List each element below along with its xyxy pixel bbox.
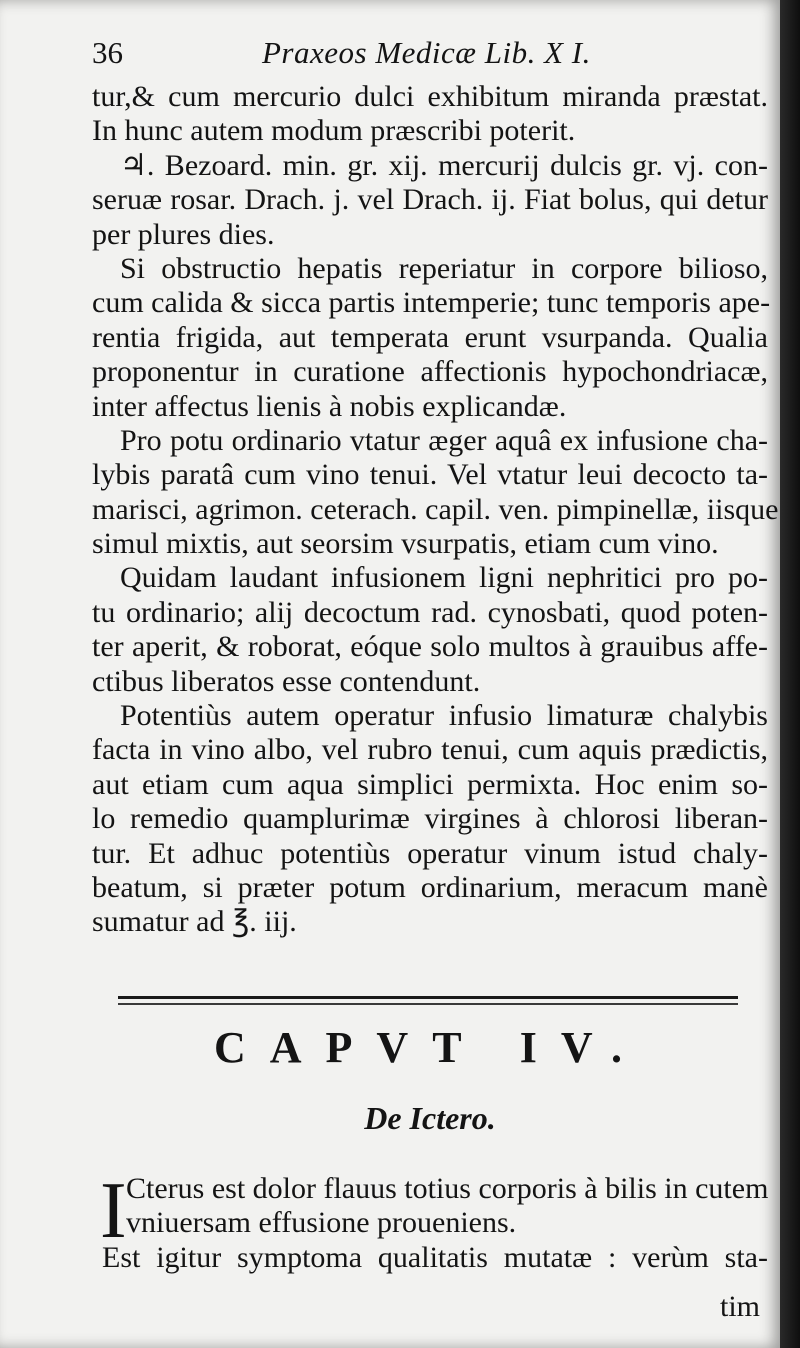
text-line: simul mixtis, aut seorsim vsurpatis, etiam cum vino. [92,527,719,561]
drop-cap: I [100,1167,127,1255]
text-line: beatum, si præter potum ordinarium, meracum manè [92,870,768,904]
chapter-subtitle: De Ictero. [364,1100,496,1136]
text-line: Quidam laudant infusionem ligni nephritici pro po- [120,561,768,595]
divider-rule [118,1003,738,1005]
text-line: ter aperit, & roborat, eóque solo multos à grauibus affe- [92,630,768,664]
text-line: Cterus est dolor flauus totius corporis à bilis in cutem [126,1172,769,1205]
page-number: 36 [92,35,123,70]
text-line: In hunc autem modum præscribi poterit. [92,114,576,148]
divider-rule [118,996,738,999]
section-divider [118,996,738,1010]
text-line: facta in vino albo, vel rubro tenui, cum aquis prædictis, [92,733,768,767]
text-line: tur. Et adhuc potentiùs operatur vinum istud chaly- [92,836,768,870]
text-line: aut etiam cum aqua simplici permixta. Hoc enim so- [92,767,768,801]
text-line: vniuersam effusione proueniens. [126,1206,517,1240]
text-line: marisci, agrimon. ceterach. capil. ven. pimpinellæ, iisque [92,492,779,526]
chapter-text-block [100,1167,769,1275]
page-edge [780,0,800,1348]
text-line: lybis paratâ cum vino tenui. Vel vtatur leui decocto ta- [92,458,768,492]
text-line: inter affectus lienis à nobis explicandæ. [92,389,567,423]
text-line: tu ordinario; alij decoctum rad. cynosbati, quod poten- [92,595,768,629]
text-line: Si obstructio hepatis reperiatur in corpore bilioso, [120,251,768,285]
text-line: tur,& cum mercurio dulci exhibitum miranda præstat. [92,80,768,113]
text-line: Potentiùs autem operatur infusio limaturæ chalybis [120,699,768,733]
page-text-block [92,35,779,940]
text-line: rentia frigida, aut temperata erunt vsurpanda. Qualia [92,320,768,354]
text-line: proponentur in curatione affectionis hypochondriacæ, [92,355,768,389]
text-line: Pro potu ordinario vtatur æger aquâ ex infusione cha- [120,423,768,457]
text-line: Est igitur symptoma qualitatis mutatæ : verùm sta- [102,1240,768,1274]
catchword: tim [720,1290,761,1323]
text-line: ctibus liberatos esse contendunt. [92,664,481,698]
text-line: cum calida & sicca partis intemperie; tunc temporis ape- [92,286,771,320]
text-line: per plures dies. [92,217,275,251]
running-header [92,36,768,80]
running-title: Praxeos Medicæ Lib. X I. [262,35,591,70]
text-line: seruæ rosar. Drach. j. vel Drach. ij. Fiat bolus, qui detur [92,183,768,217]
text-line: ♃. Bezoard. min. gr. xij. mercurij dulcis gr. vj. con- [120,148,768,182]
text-line: sumatur ad ℥. iij. [92,905,297,939]
text-line: lo remedio quamplurimæ virgines à chlorosi liberan- [92,802,768,836]
chapter-heading: CAPVT IV. [214,1023,646,1072]
